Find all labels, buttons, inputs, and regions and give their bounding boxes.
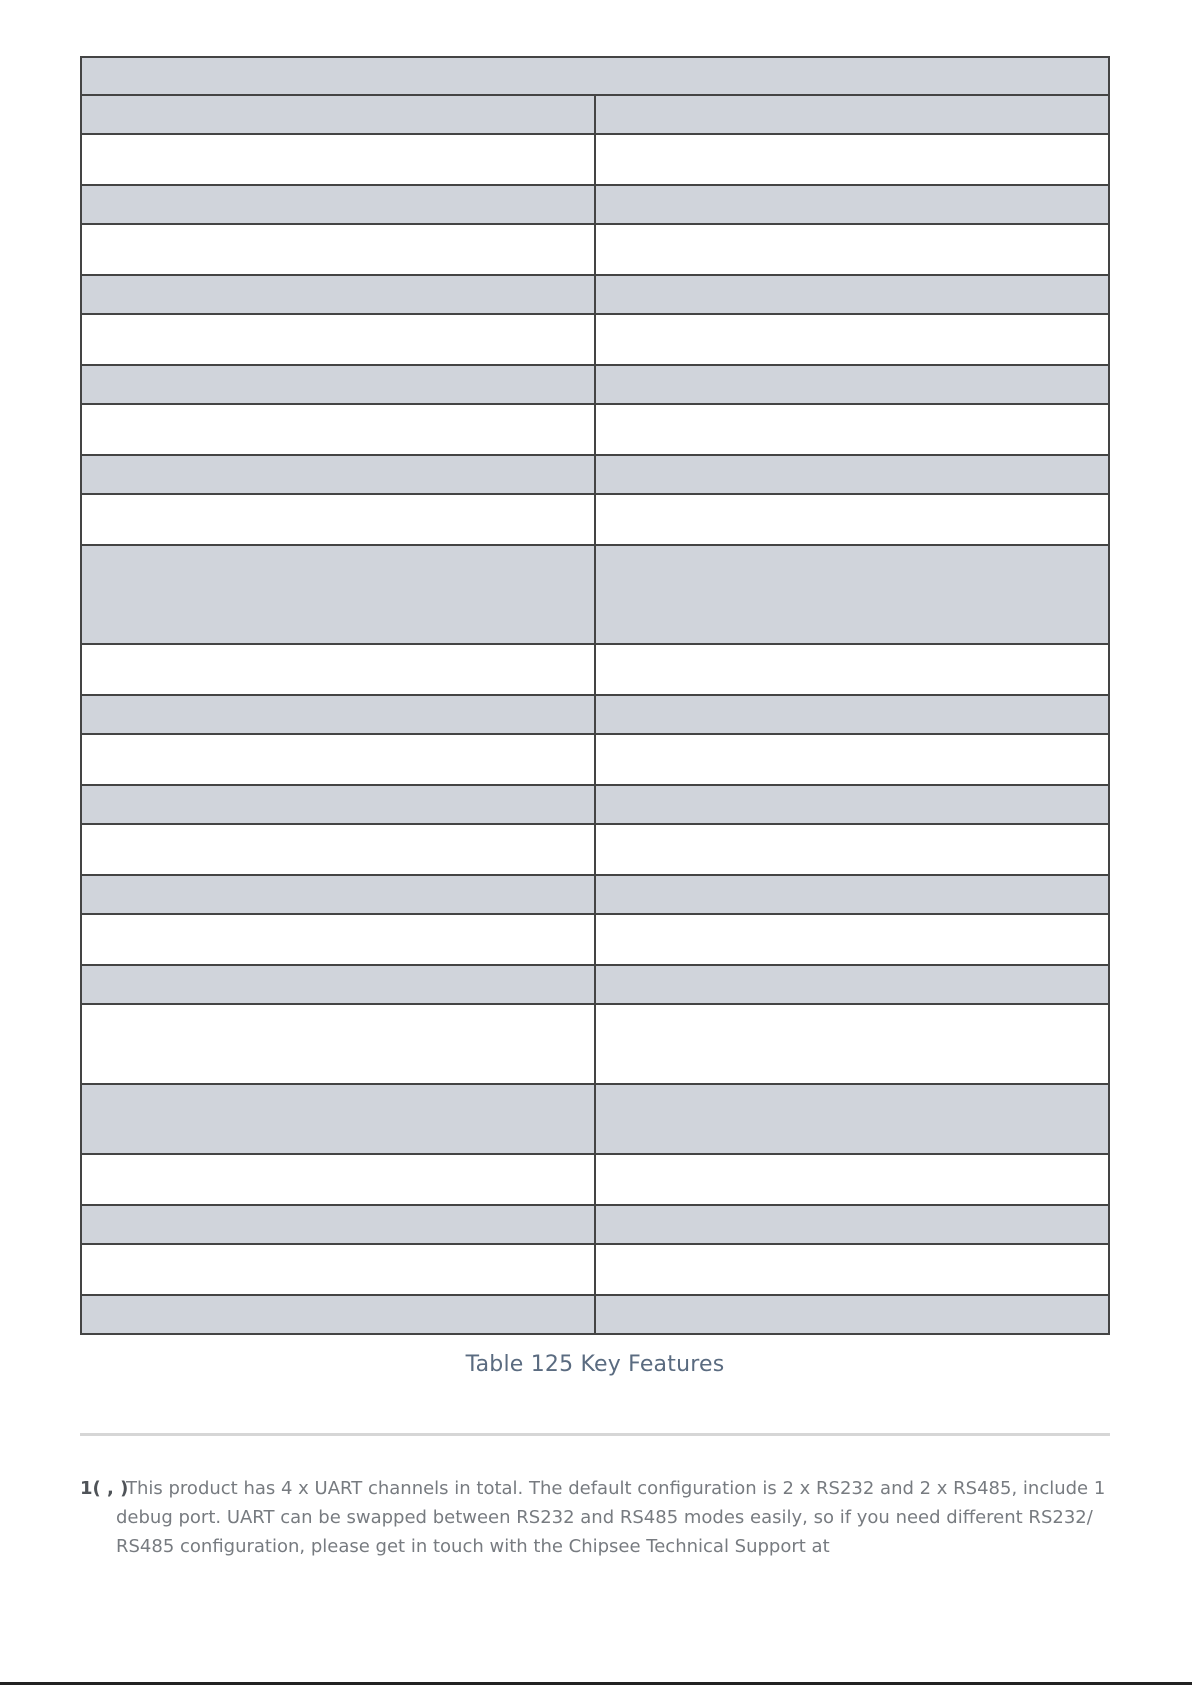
table-cell-value (595, 185, 1109, 224)
table-cell-value (595, 95, 1109, 134)
table-cell-label (81, 455, 595, 494)
table-cell-label (81, 965, 595, 1004)
table-row (81, 365, 1109, 404)
table-row (81, 644, 1109, 695)
table-cell-label (81, 1295, 595, 1334)
table-row (81, 545, 1109, 644)
table-row (81, 1244, 1109, 1295)
table-cell-value (595, 1295, 1109, 1334)
table-row (81, 314, 1109, 365)
table-cell-label (81, 404, 595, 455)
table-caption: Table 125 Key Features (465, 1352, 725, 1377)
table-row (81, 455, 1109, 494)
table-cell-label (81, 134, 595, 185)
table-cell-label (81, 734, 595, 785)
table-cell-value (595, 914, 1109, 965)
table-row (81, 1205, 1109, 1244)
table-cell-value (595, 404, 1109, 455)
table-row (81, 914, 1109, 965)
table-cell-label (81, 824, 595, 875)
table-cell-label (81, 1084, 595, 1154)
table-cell-value (595, 134, 1109, 185)
table-cell-label (81, 1244, 595, 1295)
table-row (81, 785, 1109, 824)
table-cell-label (81, 785, 595, 824)
table-row (81, 404, 1109, 455)
table-cell-value (595, 455, 1109, 494)
table-row (81, 965, 1109, 1004)
table-cell-label (81, 644, 595, 695)
table-cell-value (595, 785, 1109, 824)
table-row (81, 185, 1109, 224)
table-cell-value (595, 1154, 1109, 1205)
table-cell-value (595, 1004, 1109, 1084)
table-cell-label (81, 185, 595, 224)
table-cell-label (81, 365, 595, 404)
table-header-row (81, 57, 1109, 95)
table-row (81, 875, 1109, 914)
table-cell-label (81, 95, 595, 134)
table-cell-value (595, 365, 1109, 404)
table-cell-value (595, 965, 1109, 1004)
table-cell-value (595, 1084, 1109, 1154)
table-row (81, 275, 1109, 314)
table-cell-label (81, 314, 595, 365)
table-header-cell (81, 57, 1109, 95)
footnote-text: debug port. UART can be swapped between RS232 and RS485 modes easily, so if you need different RS232/ RS485 configuration, please get in touch with the Chipsee Technical Support at (116, 1507, 1093, 1557)
table-cell-value (595, 275, 1109, 314)
table-row (81, 1084, 1109, 1154)
table-cell-label (81, 224, 595, 275)
table-row (81, 734, 1109, 785)
table-cell-label (81, 494, 595, 545)
footnote-marker: 1( , ) (80, 1478, 129, 1499)
table-cell-label (81, 1154, 595, 1205)
table-cell-value (595, 494, 1109, 545)
table-cell-label (81, 695, 595, 734)
table-cell-label (81, 914, 595, 965)
table-row (81, 494, 1109, 545)
table-cell-label (81, 545, 595, 644)
table-cell-label (81, 1004, 595, 1084)
table-cell-value (595, 1205, 1109, 1244)
table-row (81, 695, 1109, 734)
table-row (81, 1154, 1109, 1205)
table-cell-value (595, 824, 1109, 875)
table-cell-value (595, 224, 1109, 275)
table-row (81, 1004, 1109, 1084)
section-divider (80, 1433, 1110, 1436)
footnote-first-line: This product has 4 x UART channels in total. The default configuration is 2 x RS232 and 2 x RS485, include 1 (126, 1478, 1106, 1499)
table-cell-label (81, 1205, 595, 1244)
table-cell-label (81, 875, 595, 914)
table-cell-value (595, 695, 1109, 734)
footnote (80, 1474, 1110, 1561)
table-cell-value (595, 875, 1109, 914)
key-features-table (80, 56, 1110, 1335)
table-row (81, 824, 1109, 875)
table-row (81, 134, 1109, 185)
table-cell-label (81, 275, 595, 314)
table-cell-value (595, 644, 1109, 695)
table-row (81, 1295, 1109, 1334)
table-cell-value (595, 734, 1109, 785)
table-cell-value (595, 1244, 1109, 1295)
table-cell-value (595, 314, 1109, 365)
table-row (81, 224, 1109, 275)
table-row (81, 95, 1109, 134)
table-cell-value (595, 545, 1109, 644)
